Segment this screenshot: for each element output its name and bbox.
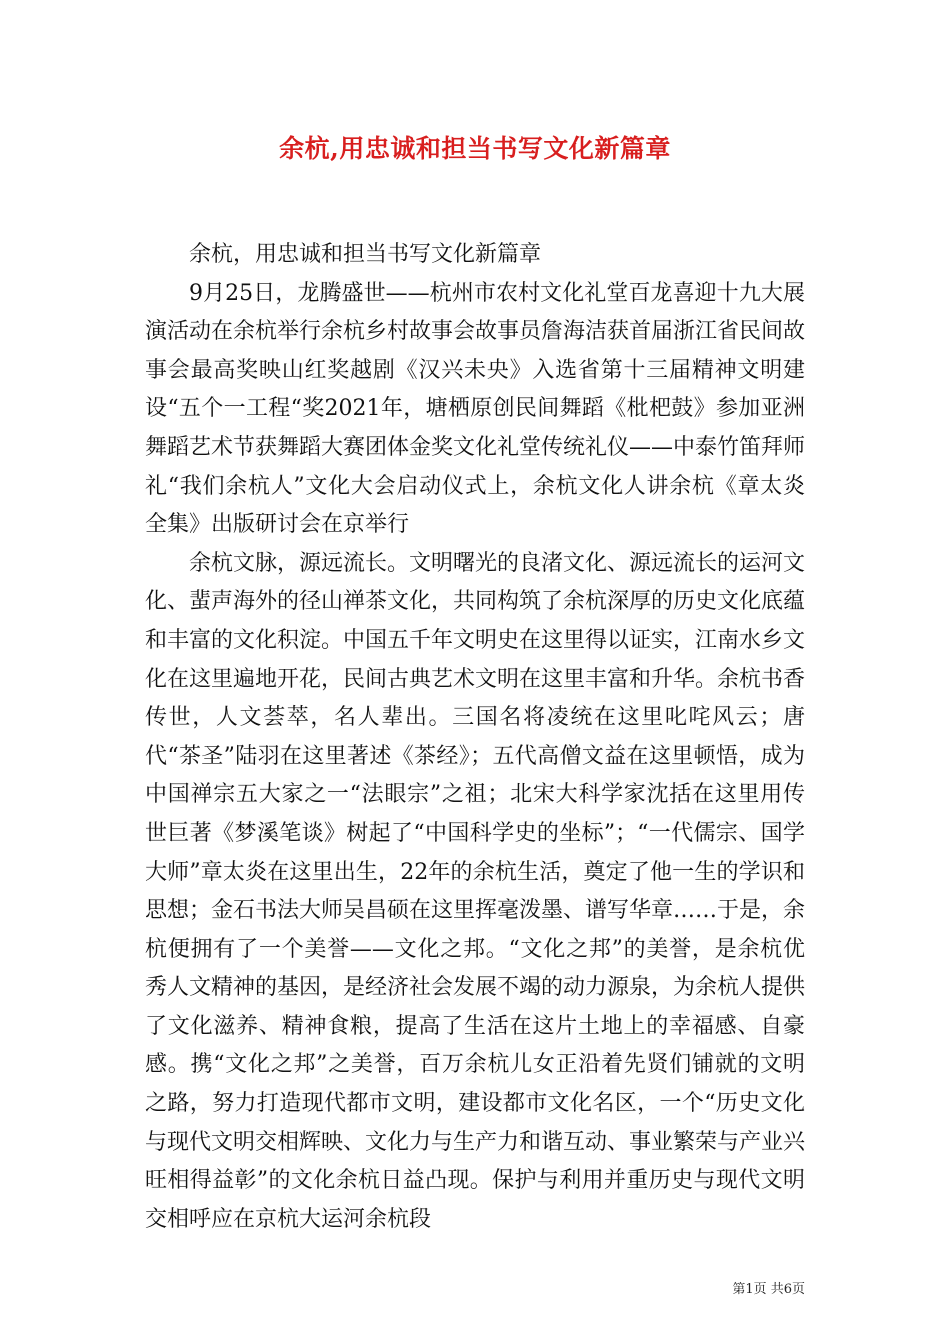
- page-number: 第1页 共6页: [732, 1282, 805, 1297]
- document-title: 余杭,用忠诚和担当书写文化新篇章: [279, 134, 671, 163]
- paragraph-culture: 余杭文脉，源远流长。文明曙光的良渚文化、源远流长的运河文化、蜚声海外的径山禅茶文化，共同构筑了余杭深厚的历史文化底蕴和丰富的文化积淀。中国五千年文明史在这里得以证实，江南水乡文化在这里遍地开花，民间古典艺术文明在这里丰富和升华。余杭书香传世，人文荟萃，名人辈出。三国名将凌统在这里叱咤风云；唐代“茶圣”陆羽在这里著述《茶经》；五代高僧文益在这里顿悟，成为中国禅宗五大家之一“法眼宗”之祖；北宋大科学家沈括在这里用传世巨著《梦溪笔谈》树起了“中国科学史的坐标”；“一代儒宗、国学大师”章太炎在这里出生，22年的余杭生活，奠定了他一生的学识和思想；金石书法大师吴昌硕在这里挥毫泼墨、谱写华章……于是，余杭便拥有了一个美誉——文化之邦。“文化之邦”的美誉，是余杭优秀人文精神的基因，是经济社会发展不竭的动力源泉，为余杭人提供了文化滋养、精神食粮，提高了生活在这片土地上的幸福感、自豪感。携“文化之邦”之美誉，百万余杭儿女正沿着先贤们铺就的文明之路，努力打造现代都市文明，建设都市文化名区，一个“历史文化与现代文明交相辉映、文化力与生产力和谐互动、事业繁荣与产业兴旺相得益彰”的文化余杭日益凸现。保护与利用并重历史与现代文明交相呼应在京杭大运河余杭段: [145, 550, 806, 1232]
- paragraph-subtitle: 余杭，用忠诚和担当书写文化新篇章: [189, 242, 542, 267]
- document-body: [145, 236, 805, 1239]
- paragraph-events: 9月25日，龙腾盛世——杭州市农村文化礼堂百龙喜迎十九大展演活动在余杭举行余杭乡村故事会故事员詹海洁获首届浙江省民间故事会最高奖映山红奖越剧《汉兴未央》入选省第十三届精神文明建设“五个一工程“奖2021年，塘栖原创民间舞蹈《枇杷鼓》参加亚洲舞蹈艺术节获舞蹈大赛团体金奖文化礼堂传统礼仪——中泰竹笛拜师礼“我们余杭人”文化大会启动仪式上，余杭文化人讲余杭《章太炎全集》出版研讨会在京举行: [145, 280, 806, 538]
